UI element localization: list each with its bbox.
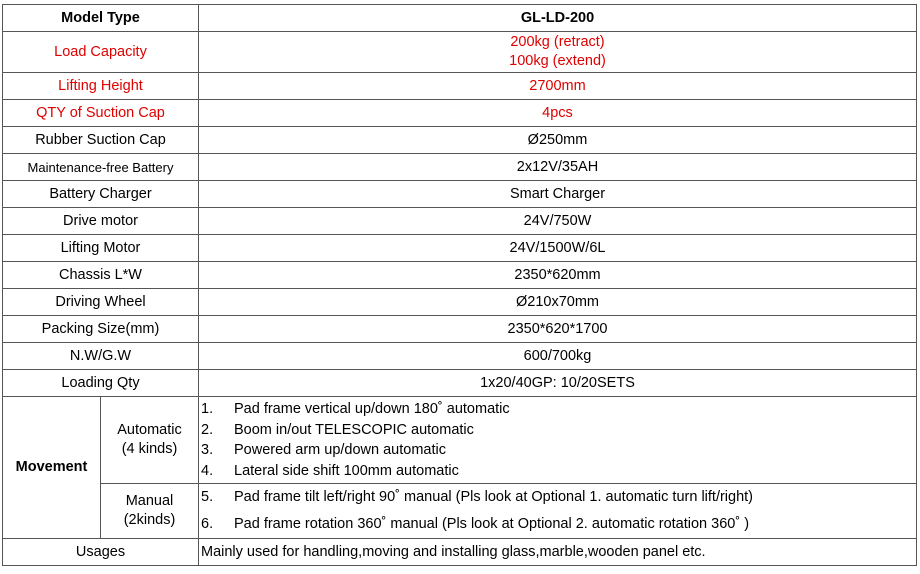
list-item: 6. Pad frame rotation 360˚ manual (Pls look at Optional 2. automatic rotation 360˚ ) xyxy=(201,516,750,532)
load-capacity-retract: 200kg (retract) xyxy=(510,34,605,50)
table-row-chassis xyxy=(3,262,917,289)
row-label: Lifting Height xyxy=(3,73,199,100)
row-value: 2350*620mm xyxy=(199,262,917,289)
row-value: Ø250mm xyxy=(199,127,917,154)
row-value: 24V/750W xyxy=(199,208,917,235)
table-row-usages xyxy=(3,539,917,566)
table-row-battery xyxy=(3,154,917,181)
table-row-header xyxy=(3,5,917,32)
row-label: Chassis L*W xyxy=(3,262,199,289)
row-label: Drive motor xyxy=(3,208,199,235)
manual-label-text: Manual xyxy=(125,493,174,509)
row-value xyxy=(199,32,917,73)
list-item: 3. Powered arm up/down automatic xyxy=(201,442,446,458)
row-label: Packing Size(mm) xyxy=(3,316,199,343)
manual-movement-list xyxy=(199,484,917,539)
table-row-lifting-height xyxy=(3,73,917,100)
table-row-battery-charger xyxy=(3,181,917,208)
list-item: 4. Lateral side shift 100mm automatic xyxy=(201,462,459,479)
row-label: Maintenance-free Battery xyxy=(3,154,199,181)
usages-value: Mainly used for handling,moving and installing glass,marble,wooden panel etc. xyxy=(199,539,917,566)
row-value: 1x20/40GP: 10/20SETS xyxy=(199,370,917,397)
table-row-lifting-motor xyxy=(3,235,917,262)
table-row-qty-suction-cap xyxy=(3,100,917,127)
row-label: Load Capacity xyxy=(3,32,199,73)
usages-label: Usages xyxy=(3,539,199,566)
row-value: 2700mm xyxy=(199,73,917,100)
row-label: N.W/G.W xyxy=(3,343,199,370)
row-label: Rubber Suction Cap xyxy=(3,127,199,154)
list-item: 1. Pad frame vertical up/down 180˚ automatic xyxy=(201,401,510,417)
automatic-kinds-text: (4 kinds) xyxy=(121,441,178,457)
movement-label: Movement xyxy=(3,397,101,539)
row-value: 600/700kg xyxy=(199,343,917,370)
table-row-driving-wheel xyxy=(3,289,917,316)
table-row-rubber-suction-cap xyxy=(3,127,917,154)
load-capacity-extend: 100kg (extend) xyxy=(509,53,606,69)
table-row-drive-motor xyxy=(3,208,917,235)
row-value: Smart Charger xyxy=(199,181,917,208)
row-label: Lifting Motor xyxy=(3,235,199,262)
row-label: Battery Charger xyxy=(3,181,199,208)
manual-kinds-text: (2kinds) xyxy=(123,512,176,528)
table-row-packing-size xyxy=(3,316,917,343)
header-label: Model Type xyxy=(3,5,199,32)
header-model-value: GL-LD-200 xyxy=(199,5,917,32)
row-value: 2x12V/35AH xyxy=(199,154,917,181)
row-label: Loading Qty xyxy=(3,370,199,397)
table-row-movement-automatic xyxy=(3,397,917,484)
table-row-load-capacity xyxy=(3,32,917,73)
row-value: 2350*620*1700 xyxy=(199,316,917,343)
row-value: 4pcs xyxy=(199,100,917,127)
row-label: QTY of Suction Cap xyxy=(3,100,199,127)
table-row-weight xyxy=(3,343,917,370)
manual-label xyxy=(101,484,199,539)
list-item: 5. Pad frame tilt left/right 90˚ manual (Pls look at Optional 1. automatic turn lift/right) xyxy=(201,489,754,505)
list-item: 2. Boom in/out TELESCOPIC automatic xyxy=(201,421,474,438)
automatic-movement-list xyxy=(199,397,917,484)
row-value: 24V/1500W/6L xyxy=(199,235,917,262)
row-label: Driving Wheel xyxy=(3,289,199,316)
table-row-movement-manual xyxy=(3,484,917,539)
spec-table xyxy=(2,4,917,566)
row-value: Ø210x70mm xyxy=(199,289,917,316)
automatic-label-text: Automatic xyxy=(117,422,182,438)
table-row-loading-qty xyxy=(3,370,917,397)
automatic-label xyxy=(101,397,199,484)
